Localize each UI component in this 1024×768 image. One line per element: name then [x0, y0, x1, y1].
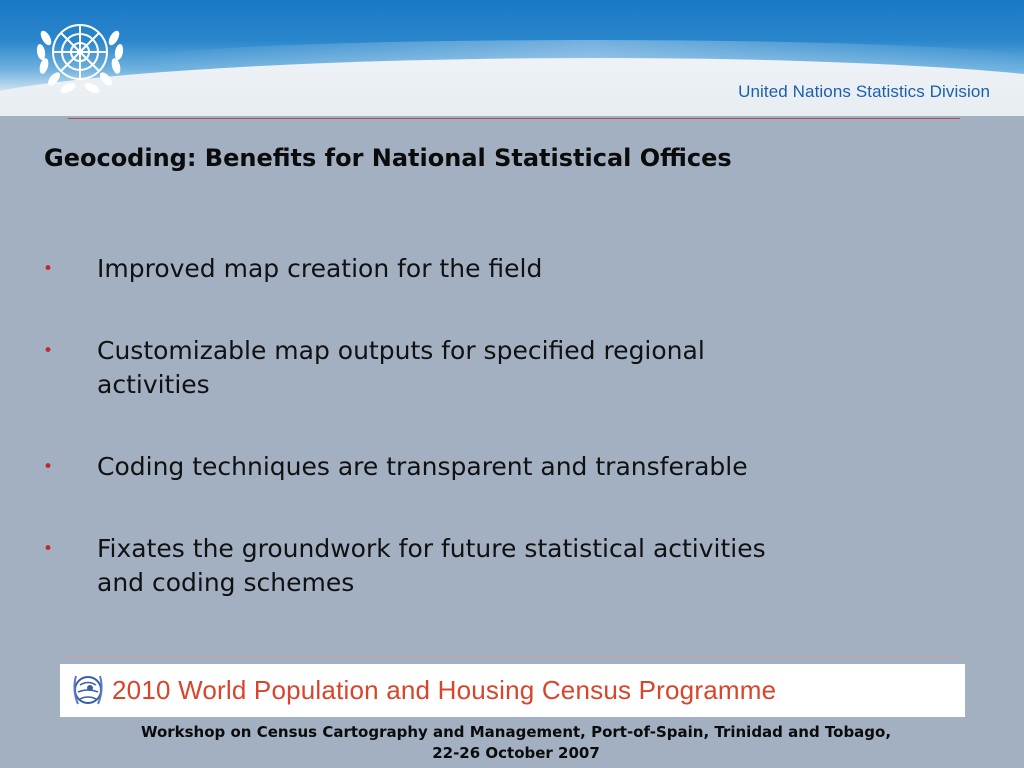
slide-header	[0, 0, 1024, 116]
census-logo-icon	[66, 668, 110, 712]
un-emblem-icon	[28, 8, 132, 104]
bullet-dot-icon: •	[43, 341, 54, 361]
top-divider	[68, 118, 960, 119]
footer-line: 22-26 October 2007	[432, 744, 600, 762]
bullet-item	[40, 532, 920, 600]
bullet-text-line: activities	[97, 370, 210, 399]
bullet-text-line: Customizable map outputs for specified regional	[97, 336, 705, 365]
bullet-item	[40, 334, 920, 402]
bullet-item	[40, 252, 920, 286]
workshop-footer	[60, 722, 972, 764]
banner-title: 2010 World Population and Housing Census Programme	[112, 675, 777, 705]
bullet-dot-icon: •	[43, 539, 54, 559]
bullet-list	[40, 252, 920, 648]
footer-line: Workshop on Census Cartography and Management, Port-of-Spain, Trinidad and Tobago,	[140, 723, 892, 741]
bullet-item	[40, 450, 920, 484]
bullet-text-line: Fixates the groundwork for future statistical activities	[97, 534, 766, 563]
bullet-text-line: and coding schemes	[97, 568, 355, 597]
bullet-dot-icon: •	[43, 259, 54, 279]
slide-title: Geocoding: Benefits for National Statistical Offices	[44, 144, 732, 172]
bottom-divider	[68, 656, 956, 657]
bullet-text-line: Coding techniques are transparent and transferable	[97, 452, 748, 481]
division-title: United Nations Statistics Division	[738, 82, 990, 101]
bullet-text-line: Improved map creation for the field	[97, 254, 543, 283]
bullet-dot-icon: •	[43, 457, 54, 477]
census-programme-banner	[60, 664, 965, 717]
